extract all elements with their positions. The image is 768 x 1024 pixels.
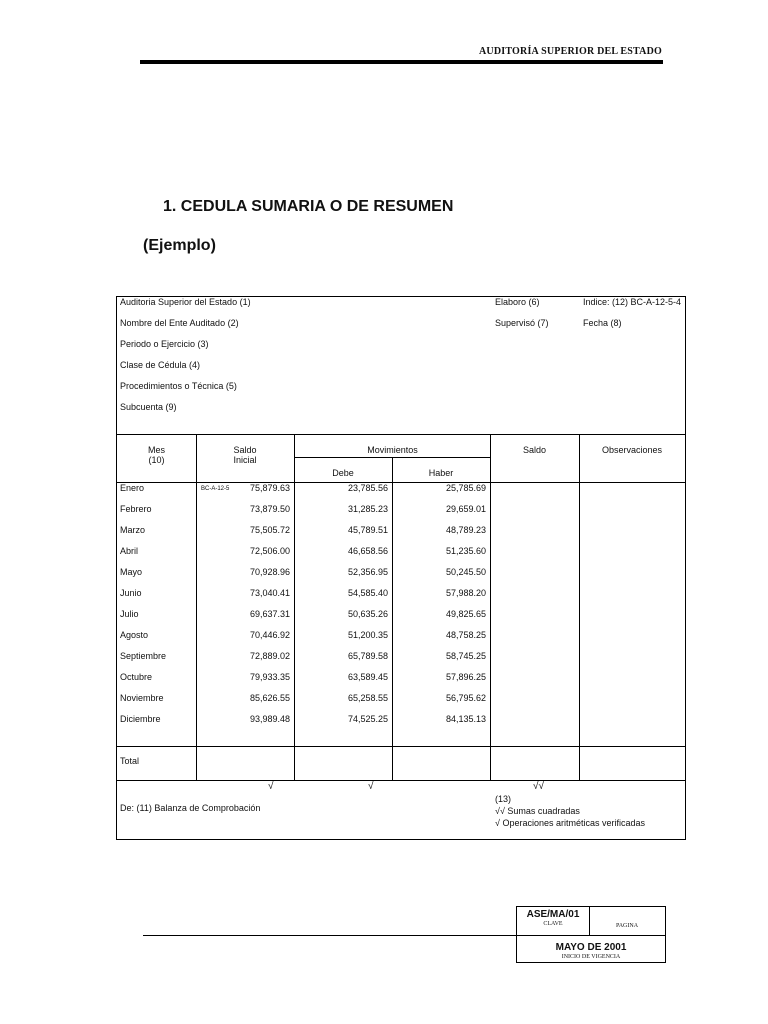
col-header-mes: Mes [147,445,165,455]
col-header-observaciones: Observaciones [601,445,663,455]
summary-form [116,296,686,840]
row-haber: 50,245.50 [445,567,486,577]
note-ref-13: (13) [495,794,512,804]
row-debe: 54,585.40 [347,588,388,598]
col-header-saldo: Saldo [522,445,547,455]
row-haber: 84,135.13 [445,714,486,724]
form-line-procedimientos: Procedimientos o Técnica (5) [120,381,237,391]
row-debe: 74,525.25 [347,714,388,724]
row-debe: 52,356.95 [347,567,388,577]
row-saldo-inicial: 73,879.50 [249,504,290,514]
row-saldo-inicial: 75,505.72 [249,525,290,535]
row-debe: 45,789.51 [347,525,388,535]
row-haber: 56,795.62 [445,693,486,703]
row-debe: 51,200.35 [347,630,388,640]
row-saldo-inicial: 72,889.02 [249,651,290,661]
document-subtitle: (Ejemplo) [143,237,216,254]
row-mes: Febrero [120,504,152,514]
document-title: 1. CEDULA SUMARIA O DE RESUMEN [163,198,454,215]
check-saldo-inicial: √ [268,781,274,792]
row-haber: 48,789.23 [445,525,486,535]
legend-operaciones-verificadas: √ Operaciones aritméticas verificadas [495,818,645,828]
form-line-clase: Clase de Cédula (4) [120,360,201,370]
row-mes: Mayo [120,567,143,577]
row-debe: 31,285.23 [347,504,388,514]
row-haber: 25,785.69 [445,483,486,493]
source-note: De: (11) Balanza de Comprobación [120,803,261,813]
row-debe: 65,789.58 [347,651,388,661]
row-haber: 57,896.25 [445,672,486,682]
row-mes: Septiembre [120,651,167,661]
fecha-label: Fecha (8) [583,318,622,328]
row-saldo-inicial: 69,637.31 [249,609,290,619]
col-divider-5 [579,434,580,780]
superviso-label: Supervisó (7) [495,318,549,328]
clave-label: CLAVE [543,921,563,927]
row-mes: Julio [120,609,139,619]
saldo-inicial-ref: BC-A-12-5 [201,486,230,492]
row-saldo-inicial: 93,989.48 [249,714,290,724]
vigencia-label: INICIO DE VIGENCIA [561,954,621,960]
row-saldo-inicial: 70,928.96 [249,567,290,577]
form-line-ente: Nombre del Ente Auditado (2) [120,318,239,328]
total-bottom-line [117,780,685,781]
indice-label: Indice: (12) BC-A-12-5-4 [583,297,682,307]
row-mes: Junio [120,588,142,598]
check-debe: √ [368,781,374,792]
row-saldo-inicial: 75,879.63 [249,483,290,493]
col-header-saldo-inicial-1: Saldo [233,445,257,455]
row-haber: 29,659.01 [445,504,486,514]
pagina-label: PAGINA [615,923,639,929]
total-label: Total [120,756,140,766]
table-top-line [117,434,685,435]
row-mes: Enero [120,483,145,493]
row-mes: Octubre [120,672,153,682]
col-header-saldo-inicial-2: Inicial [233,455,257,465]
footer-vertical-divider [589,907,590,935]
header-rule [140,60,663,64]
col-header-haber: Haber [428,468,454,478]
row-debe: 63,589.45 [347,672,388,682]
effective-date: MAYO DE 2001 [555,942,627,953]
total-top-line [117,746,685,747]
row-mes: Marzo [120,525,146,535]
row-mes: Diciembre [120,714,161,724]
row-saldo-inicial: 73,040.41 [249,588,290,598]
form-line-subcuenta: Subcuenta (9) [120,402,177,412]
footer-rule [143,935,517,936]
col-divider-4 [490,434,491,780]
row-debe: 46,658.56 [347,546,388,556]
row-saldo-inicial: 85,626.55 [249,693,290,703]
form-line-auditoria: Auditoria Superior del Estado (1) [120,297,251,307]
row-mes: Abril [120,546,139,556]
row-debe: 65,258.55 [347,693,388,703]
row-haber: 49,825.65 [445,609,486,619]
footer-box [516,906,666,963]
footer-horizontal-divider [517,935,665,936]
row-haber: 48,758.25 [445,630,486,640]
row-saldo-inicial: 79,933.35 [249,672,290,682]
row-saldo-inicial: 72,506.00 [249,546,290,556]
document-code: ASE/MA/01 [526,909,580,920]
col-header-movimientos: Movimientos [367,445,418,455]
col-header-mes-ref: (10) [148,455,165,465]
row-mes: Agosto [120,630,149,640]
form-line-periodo: Periodo o Ejercicio (3) [120,339,209,349]
col-header-debe: Debe [332,468,354,478]
row-saldo-inicial: 70,446.92 [249,630,290,640]
legend-sumas-cuadradas: √√ Sumas cuadradas [495,806,580,816]
row-mes: Noviembre [120,693,164,703]
row-haber: 57,988.20 [445,588,486,598]
row-debe: 23,785.56 [347,483,388,493]
row-haber: 58,745.25 [445,651,486,661]
row-haber: 51,235.60 [445,546,486,556]
elaboro-label: Elaboro (6) [495,297,540,307]
row-debe: 50,635.26 [347,609,388,619]
check-saldo: √√ [533,781,544,792]
organization-header: AUDITORÍA SUPERIOR DEL ESTADO [479,46,662,57]
